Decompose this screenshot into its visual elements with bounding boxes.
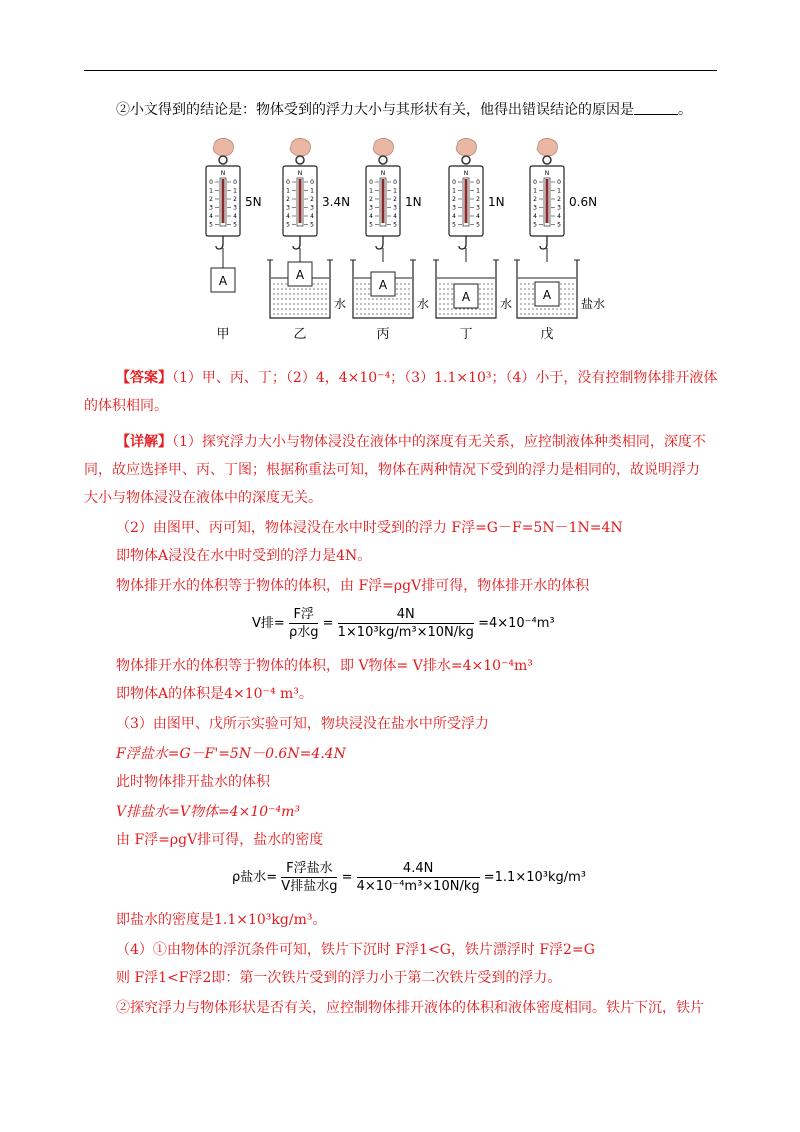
hand-icon [537,138,558,156]
tick-label-left: 5 [286,221,290,229]
figure-caption: 丁 [459,327,473,342]
tick-label-left: 3 [533,204,537,212]
tick-label-right: 3 [310,204,314,212]
liquid-label: 水 [417,297,430,311]
tick-label-right: 2 [557,196,561,203]
detail-p1-l3: 大小与物体浸没在液体中的深度无关。 [84,490,322,506]
liquid-label: 水 [500,297,513,311]
tick-label-left: 4 [452,213,456,220]
tick-label-right: 3 [557,204,561,212]
block-label: A [378,278,388,292]
tick-label-left: 4 [369,213,373,220]
tick-label-right: 2 [476,196,480,203]
answer-line: 【答案】（1）甲、丙、丁；（2）4，4×10⁻⁴；（3）1.1×10³；（4）小于，没有控制物体排开液体 [116,370,718,386]
tick-label-left: 1 [286,187,290,195]
reading-label: 5N [245,195,262,209]
detail-p4-l3: ②探究浮力与物体形状是否有关，应控制物体排开液体的体积和液体密度相同。铁片下沉，铁片 [116,1000,704,1016]
scale-hook [293,236,300,249]
tick-label-left: 0 [209,179,213,186]
reading-label: 3.4N [322,195,351,209]
answer-line-2: 的体积相同。 [84,398,168,414]
tick-label-left: 2 [369,196,373,203]
tick-label-right: 2 [233,196,237,203]
detail-p2-l3: 物体排开水的体积等于物体的体积，由 F浮=ρgV排可得，物体排开水的体积 [116,578,590,594]
tick-label-left: 0 [369,179,373,186]
figure-caption: 乙 [293,327,307,342]
tick-label-right: 5 [310,221,314,229]
tick-label-left: 5 [209,221,213,229]
figure-caption: 甲 [216,327,230,342]
tick-label-right: 5 [393,221,397,229]
tick-label-left: 1 [533,187,537,195]
scale-hook [459,236,466,249]
scale-hook [540,236,547,249]
tick-label-right: 0 [557,179,561,186]
detail-p2-l5: 即物体A的体积是4×10⁻⁴ m³。 [116,686,313,702]
formula-volume: V排= $\frac{\text{F浮}}{\text{ρ水g}}$ = $\frac{4N}{\text{1×10³kg/m³×10N/kg}}$ =4×10⁻⁴m³ [252,607,555,640]
tick-label-left: 2 [452,196,456,203]
tick-label-right: 1 [233,187,237,195]
scale-spring [299,179,302,223]
scale-ring [296,156,304,164]
tick-label-right: 2 [393,196,397,203]
scale-unit: N [544,170,550,177]
tick-label-left: 1 [209,187,213,195]
hand-icon [456,138,477,156]
figure-caption: 戊 [540,327,554,342]
question-line: ②小文得到的结论是：物体受到的浮力大小与其形状有关，他得出错误结论的原因是 。 [116,102,692,118]
tick-label-right: 4 [233,213,237,220]
tick-label-right: 1 [310,187,314,195]
detail-p2-l1: （2）由图甲、丙可知，物体浸没在水中时受到的浮力 F浮=G－F=5N－1N=4N [116,520,623,536]
scale-ring [543,156,551,164]
tick-label-right: 1 [476,187,480,195]
hand-icon [213,138,234,156]
scale-unit: N [220,170,226,177]
tick-label-left: 3 [452,204,456,212]
tick-label-right: 0 [476,179,480,186]
block-label: A [218,274,228,288]
scale-hook [216,236,223,249]
tick-label-left: 5 [533,221,537,229]
scale-unit: N [297,170,303,177]
tick-label-left: 3 [209,204,213,212]
tick-label-right: 4 [310,213,314,220]
tick-label-left: 4 [209,213,213,220]
tick-label-left: 3 [369,204,373,212]
hand-icon [373,138,394,156]
tick-label-left: 0 [452,179,456,186]
scale-ring [462,156,470,164]
scale-spring [465,179,468,223]
spring-scale-figure [190,138,640,343]
detail-p3-l4: V排盐水=V物体=4×10⁻⁴m³ [116,804,301,820]
detail-p3-l2: F浮盐水=G－F'=5N－0.6N=4.4N [116,746,346,762]
answer-blank [634,102,678,115]
tick-label-right: 4 [393,213,397,220]
detail-p2-l2: 即物体A浸没在水中时受到的浮力是4N。 [116,548,372,564]
tick-label-left: 1 [452,187,456,195]
scale-ring [219,156,227,164]
reading-label: 1N [405,195,422,209]
liquid-label: 盐水 [581,297,606,311]
formula-density: ρ盐水= $\frac{\text{F浮盐水}}{\text{V排盐水g}}$ = $\frac{4.4N}{\text{4×10⁻⁴m³×10N/kg}}$ =1.1×10³kg/m³ [232,861,587,894]
scale-hook [376,236,383,249]
block-label: A [461,290,471,304]
liquid-label: 水 [334,297,347,311]
scale-unit: N [463,170,469,177]
scale-spring [382,179,385,223]
block-label: A [542,288,552,302]
hand-icon [290,138,311,156]
reading-label: 1N [488,195,505,209]
tick-label-left: 2 [209,196,213,203]
tick-label-right: 0 [393,179,397,186]
tick-label-right: 3 [233,204,237,212]
detail-p3-l1: （3）由图甲、戊所示实验可知，物块浸没在盐水中所受浮力 [116,716,489,732]
tick-label-right: 1 [393,187,397,195]
tick-label-left: 2 [286,196,290,203]
detail-p1-l2: 同，故应选择甲、丙、丁图；根据称重法可知，物体在两种情况下受到的浮力是相同的，故说明浮力 [84,462,700,478]
detail-p3-l5: 由 F浮=ρgV排可得，盐水的密度 [116,832,324,848]
scale-spring [546,179,549,223]
tick-label-left: 1 [369,187,373,195]
tick-label-left: 0 [533,179,537,186]
tick-label-right: 0 [310,179,314,186]
detail-p3-l6: 即盐水的密度是1.1×10³kg/m³。 [116,912,327,928]
scale-unit: N [380,170,386,177]
tick-label-left: 5 [452,221,456,229]
tick-label-right: 5 [557,221,561,229]
tick-label-left: 0 [286,179,290,186]
tick-label-right: 5 [233,221,237,229]
detail-p2-l4: 物体排开水的体积等于物体的体积，即 V物体= V排水=4×10⁻⁴m³ [116,658,533,674]
detail-p4-l2: 则 F浮1<F浮2即：第一次铁片受到的浮力小于第二次铁片受到的浮力。 [116,970,562,986]
detail-p1-l1: 【详解】（1）探究浮力大小与物体浸没在液体中的深度有无关系，应控制液体种类相同，深度不 [116,434,706,450]
tick-label-left: 5 [369,221,373,229]
tick-label-right: 2 [310,196,314,203]
tick-label-left: 2 [533,196,537,203]
figure-caption: 丙 [376,327,390,342]
tick-label-left: 3 [286,204,290,212]
tick-label-left: 4 [533,213,537,220]
reading-label: 0.6N [569,195,598,209]
tick-label-right: 1 [557,187,561,195]
tick-label-right: 4 [476,213,480,220]
tick-label-right: 3 [393,204,397,212]
scale-spring [222,179,225,223]
tick-label-right: 4 [557,213,561,220]
tick-label-left: 4 [286,213,290,220]
tick-label-right: 5 [476,221,480,229]
detail-p3-l3: 此时物体排开盐水的体积 [116,774,270,790]
header-rule [84,70,717,71]
tick-label-right: 0 [233,179,237,186]
block-label: A [295,268,305,282]
detail-p4-l1: （4）①由物体的浮沉条件可知，铁片下沉时 F浮1<G，铁片漂浮时 F浮2=G [116,942,595,958]
scale-ring [379,156,387,164]
tick-label-right: 3 [476,204,480,212]
